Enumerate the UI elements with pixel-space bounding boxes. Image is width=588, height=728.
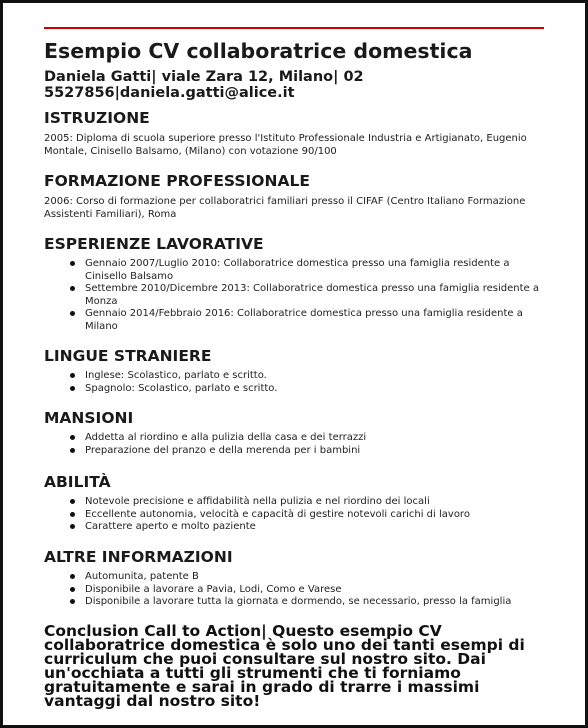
list-item: Eccellente autonomia, velocità e capacità di gestire notevoli carichi di lavoro [85, 509, 549, 522]
section-formazione [44, 171, 549, 221]
bullet-icon [70, 524, 75, 529]
list-item: Addetta al riordino e alla pulizia della casa e dei terrazzi [85, 432, 549, 445]
section-heading: ISTRUZIONE [44, 109, 150, 127]
section-text: 2006: Corso di formazione per collaboratrici familiari presso il CIFAF (Centro Italiano Formazione Assistenti Familiari), Roma [44, 196, 526, 220]
bullet-icon [70, 261, 75, 266]
bullet-icon [70, 499, 75, 504]
cv-title: Esempio CV collaboratrice domestica [44, 39, 473, 63]
section-abilita [44, 472, 549, 534]
bullet-icon [70, 386, 75, 391]
section-heading: ALTRE INFORMAZIONI [44, 548, 233, 566]
list-item: Automunita, patente B [85, 571, 549, 584]
section-heading: ESPERIENZE LAVORATIVE [44, 235, 264, 253]
bullet-icon [70, 286, 75, 291]
section-esperienze [44, 234, 549, 333]
section-text: 2005: Diploma di scuola superiore presso l'Istituto Professionale Industria e Artigianato, Eugenio Montale, Cinisello Balsamo, (Milano) con votazione 90/100 [44, 133, 527, 157]
bullet-icon [70, 574, 75, 579]
list-item: Gennaio 2007/Luglio 2010: Collaboratrice domestica presso una famiglia residente a Cinisello Balsamo [85, 258, 549, 283]
bullet-icon [70, 448, 75, 453]
section-heading: MANSIONI [44, 409, 134, 427]
duties-list [44, 432, 549, 457]
section-heading: ABILITÀ [44, 473, 111, 491]
list-item: Inglese: Scolastico, parlato e scritto. [85, 370, 549, 383]
experience-list [44, 258, 549, 333]
bullet-icon [70, 373, 75, 378]
section-altre [44, 547, 549, 609]
bullet-icon [70, 435, 75, 440]
section-heading: LINGUE STRANIERE [44, 347, 212, 365]
skills-list [44, 496, 549, 534]
contact-line: Daniela Gatti| viale Zara 12, Milano| 02 5527856|daniela.gatti@alice.it [44, 69, 364, 101]
list-item: Disponibile a lavorare a Pavia, Lodi, Como e Varese [85, 584, 549, 597]
languages-list [44, 370, 549, 395]
section-heading: FORMAZIONE PROFESSIONALE [44, 172, 310, 190]
list-item: Preparazione del pranzo e della merenda per i bambini [85, 445, 549, 458]
accent-rule [44, 27, 544, 29]
bullet-icon [70, 512, 75, 517]
section-lingue [44, 346, 549, 395]
call-to-action: Conclusion Call to Action| Questo esempio CV collaboratrice domestica è solo uno dei tanti esempi di curriculum che puoi consultare sul nostro sito. Dai un'occhiata a tutti gli strumenti che ti forniamo gratuitamente e sarai in grado di trarre i massimi vantaggi dal nostro sito! [44, 622, 525, 710]
bullet-icon [70, 311, 75, 316]
section-mansioni [44, 408, 549, 457]
list-item: Carattere aperto e molto paziente [85, 521, 549, 534]
list-item: Disponibile a lavorare tutta la giornata e dormendo, se necessario, presso la famiglia [85, 596, 549, 609]
bullet-icon [70, 599, 75, 604]
bullet-icon [70, 587, 75, 592]
list-item: Gennaio 2014/Febbraio 2016: Collaboratrice domestica presso una famiglia residente a Milano [85, 308, 549, 333]
list-item: Settembre 2010/Dicembre 2013: Collaboratrice domestica presso una famiglia residente a Monza [85, 283, 549, 308]
section-istruzione [44, 108, 549, 158]
list-item: Notevole precisione e affidabilità nella pulizia e nel riordino dei locali [85, 496, 549, 509]
other-info-list [44, 571, 549, 609]
list-item: Spagnolo: Scolastico, parlato e scritto. [85, 383, 549, 396]
